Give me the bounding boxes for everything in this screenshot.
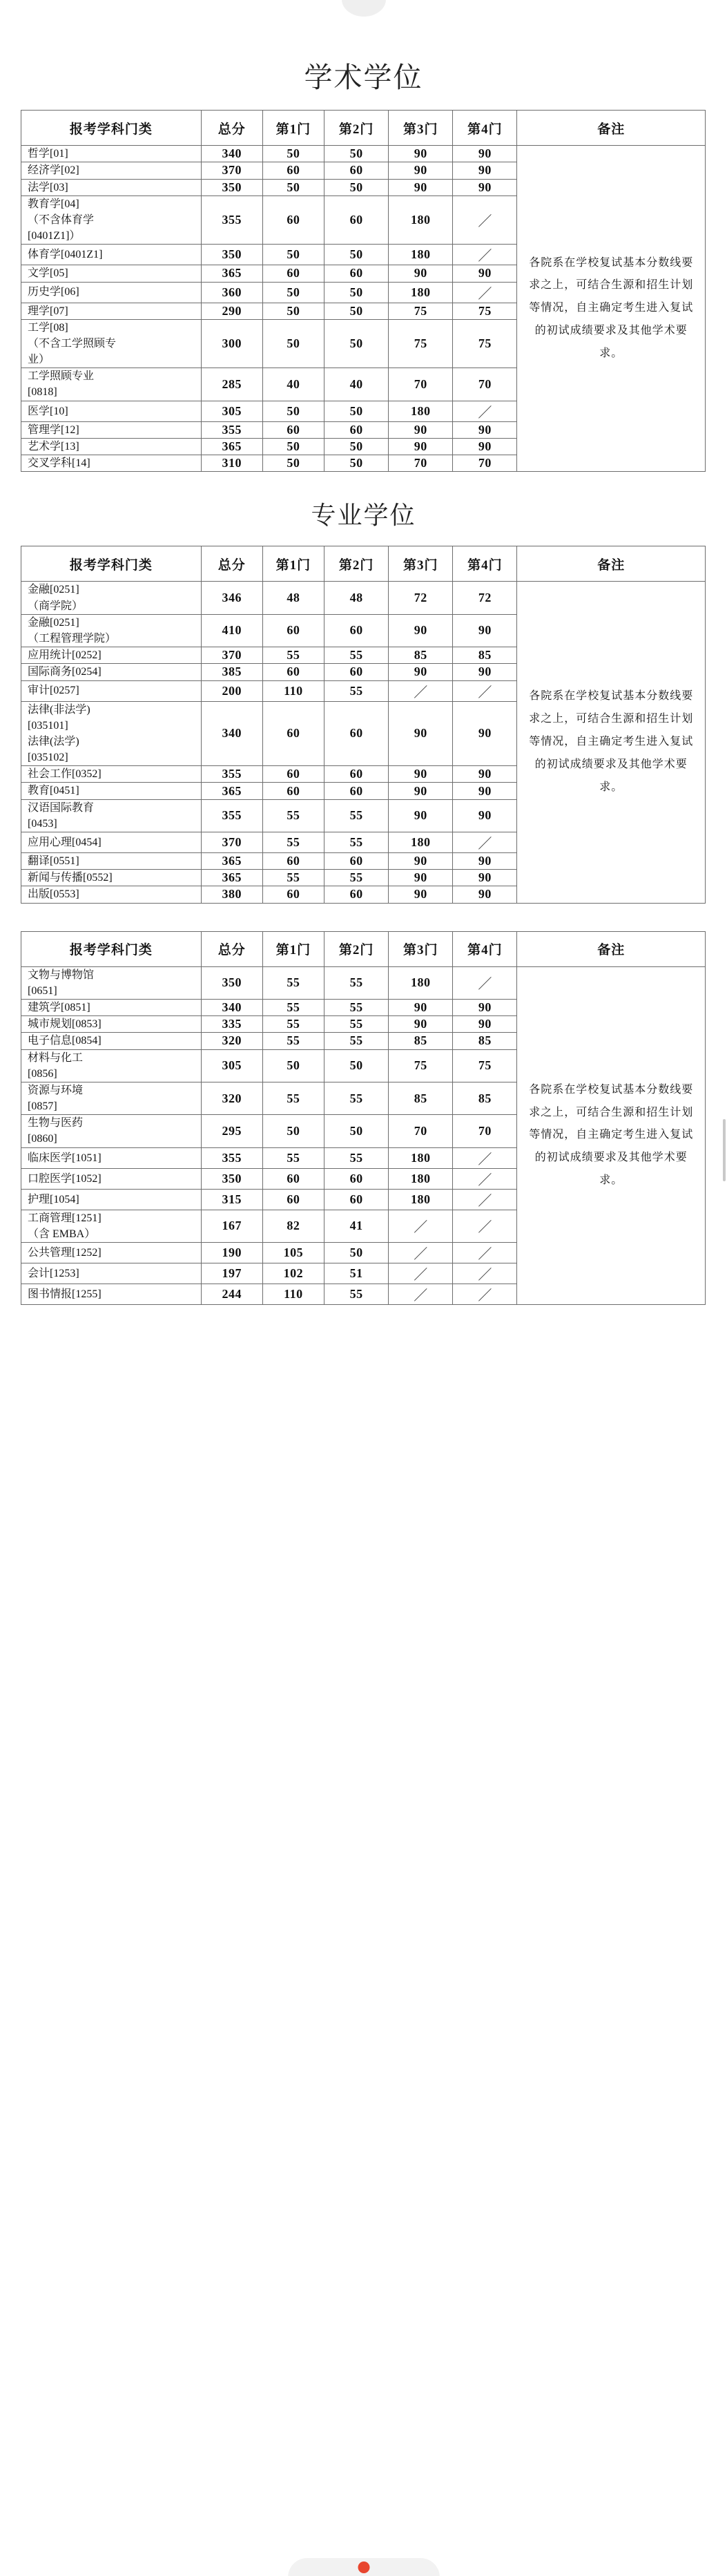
cell-subject3: 180: [389, 832, 453, 853]
cell-subject3: 90: [389, 438, 453, 455]
cell-total: 355: [201, 195, 262, 245]
cell-subject1: 55: [262, 1016, 324, 1033]
cell-subject1: 50: [262, 282, 324, 303]
cell-total: 300: [201, 319, 262, 368]
cell-subject2: 41: [324, 1210, 389, 1242]
cell-subject4: 72: [453, 582, 517, 614]
table-row: [21, 582, 706, 614]
cell-subject2: 55: [324, 870, 389, 886]
cell-subject4: ／: [453, 282, 517, 303]
cell-total: 200: [201, 680, 262, 701]
cell-subject: 交叉学科[14]: [21, 455, 202, 472]
cell-subject1: 105: [262, 1243, 324, 1263]
cell-subject: 生物与医药 [0860]: [21, 1115, 202, 1147]
cell-total: 410: [201, 614, 262, 647]
cell-total: 350: [201, 245, 262, 265]
cell-subject: 管理学[12]: [21, 421, 202, 438]
table-head: [21, 546, 706, 582]
cell-subject: 文学[05]: [21, 265, 202, 282]
cell-subject2: 60: [324, 614, 389, 647]
cell-subject: 社会工作[0352]: [21, 766, 202, 783]
cell-subject4: ／: [453, 832, 517, 853]
cell-subject3: 180: [389, 401, 453, 421]
cell-subject1: 40: [262, 368, 324, 401]
col-header-subject4: 第4门: [453, 931, 517, 966]
cell-subject2: 60: [324, 265, 389, 282]
cell-subject3: 180: [389, 966, 453, 999]
cell-subject: 教育[0451]: [21, 783, 202, 799]
cell-subject1: 50: [262, 303, 324, 319]
cell-subject3: ／: [389, 680, 453, 701]
cell-total: 355: [201, 1147, 262, 1168]
cell-subject1: 55: [262, 1033, 324, 1049]
cell-total: 370: [201, 162, 262, 179]
table-body: [21, 146, 706, 472]
cell-subject3: 180: [389, 282, 453, 303]
cell-subject4: 90: [453, 886, 517, 903]
col-header-subject2: 第2门: [324, 111, 389, 146]
cell-subject2: 55: [324, 680, 389, 701]
cell-subject2: 50: [324, 319, 389, 368]
cell-subject4: 90: [453, 999, 517, 1015]
col-header-remark: 备注: [517, 546, 706, 582]
cell-subject4: 75: [453, 319, 517, 368]
cell-total: 350: [201, 966, 262, 999]
cell-subject2: 55: [324, 1147, 389, 1168]
cell-remark: 各院系在学校复试基本分数线要求之上，可结合生源和招生计划等情况，自主确定考生进入复试的初试成绩要求及其他学术要求。: [517, 966, 706, 1304]
cell-subject: 哲学[01]: [21, 146, 202, 162]
cell-total: 167: [201, 1210, 262, 1242]
cell-subject4: 90: [453, 179, 517, 195]
cell-subject2: 60: [324, 853, 389, 870]
col-header-subject2: 第2门: [324, 546, 389, 582]
cell-subject1: 50: [262, 146, 324, 162]
cell-subject1: 50: [262, 438, 324, 455]
cell-subject3: 90: [389, 870, 453, 886]
cell-total: 370: [201, 647, 262, 664]
col-header-subject4: 第4门: [453, 111, 517, 146]
cell-subject4: 90: [453, 162, 517, 179]
cell-subject2: 51: [324, 1263, 389, 1284]
cell-subject1: 60: [262, 265, 324, 282]
cell-subject1: 60: [262, 766, 324, 783]
cell-subject3: 90: [389, 701, 453, 766]
cell-total: 190: [201, 1243, 262, 1263]
cell-subject2: 55: [324, 799, 389, 832]
cell-subject1: 50: [262, 1049, 324, 1082]
cell-subject1: 60: [262, 162, 324, 179]
cell-subject2: 50: [324, 438, 389, 455]
score-table-academic: [21, 110, 706, 472]
cell-subject1: 48: [262, 582, 324, 614]
cell-subject1: 50: [262, 179, 324, 195]
score-table-professional: [21, 546, 706, 903]
cell-total: 350: [201, 1168, 262, 1189]
table-header-row: [21, 111, 706, 146]
cell-subject: 法律(非法学) [035101] 法律(法学) [035102]: [21, 701, 202, 766]
cell-subject2: 60: [324, 162, 389, 179]
top-chrome-decoration: [342, 0, 386, 17]
cell-subject3: 90: [389, 146, 453, 162]
cell-subject1: 55: [262, 1147, 324, 1168]
col-header-remark: 备注: [517, 111, 706, 146]
cell-subject2: 55: [324, 966, 389, 999]
cell-subject4: ／: [453, 245, 517, 265]
cell-subject: 审计[0257]: [21, 680, 202, 701]
cell-subject2: 55: [324, 1016, 389, 1033]
cell-subject4: 90: [453, 614, 517, 647]
cell-subject: 艺术学[13]: [21, 438, 202, 455]
col-header-subject4: 第4门: [453, 546, 517, 582]
cell-subject4: 90: [453, 766, 517, 783]
spacer: [0, 472, 727, 501]
cell-subject4: ／: [453, 1189, 517, 1210]
cell-total: 290: [201, 303, 262, 319]
cell-total: 365: [201, 438, 262, 455]
cell-subject4: 85: [453, 1082, 517, 1114]
cell-subject3: 90: [389, 886, 453, 903]
table-body: [21, 966, 706, 1304]
cell-subject3: 180: [389, 1147, 453, 1168]
cell-subject4: 75: [453, 303, 517, 319]
cell-subject2: 60: [324, 195, 389, 245]
cell-total: 285: [201, 368, 262, 401]
cell-subject3: 70: [389, 455, 453, 472]
cell-subject2: 60: [324, 421, 389, 438]
cell-remark: 各院系在学校复试基本分数线要求之上，可结合生源和招生计划等情况，自主确定考生进入复试的初试成绩要求及其他学术要求。: [517, 146, 706, 472]
cell-subject3: ／: [389, 1263, 453, 1284]
cell-subject4: ／: [453, 401, 517, 421]
cell-total: 365: [201, 783, 262, 799]
cell-total: 197: [201, 1263, 262, 1284]
table-row: [21, 146, 706, 162]
cell-subject: 工学[08] （不含工学照顾专 业）: [21, 319, 202, 368]
cell-subject1: 55: [262, 999, 324, 1015]
cell-subject4: 70: [453, 368, 517, 401]
cell-subject1: 60: [262, 614, 324, 647]
cell-subject4: 85: [453, 1033, 517, 1049]
cell-total: 320: [201, 1033, 262, 1049]
spacer: [0, 531, 727, 546]
cell-subject4: ／: [453, 1243, 517, 1263]
table-head: [21, 931, 706, 966]
cell-subject2: 55: [324, 832, 389, 853]
cell-subject1: 50: [262, 401, 324, 421]
cell-subject4: ／: [453, 1263, 517, 1284]
cell-subject3: 90: [389, 265, 453, 282]
cell-subject: 金融[0251] （工程管理学院）: [21, 614, 202, 647]
cell-total: 340: [201, 701, 262, 766]
cell-subject3: 72: [389, 582, 453, 614]
section-title-professional-degree: 专业学位: [311, 502, 416, 530]
cell-total: 355: [201, 799, 262, 832]
col-header-subject3: 第3门: [389, 111, 453, 146]
cell-subject: 文物与博物馆 [0651]: [21, 966, 202, 999]
cell-subject1: 60: [262, 1168, 324, 1189]
cell-subject4: 70: [453, 1115, 517, 1147]
cell-subject: 城市规划[0853]: [21, 1016, 202, 1033]
cell-subject1: 55: [262, 832, 324, 853]
col-header-subject3: 第3门: [389, 931, 453, 966]
cell-subject4: 90: [453, 870, 517, 886]
cell-subject4: ／: [453, 195, 517, 245]
cell-total: 346: [201, 582, 262, 614]
col-header-subject1: 第1门: [262, 546, 324, 582]
spacer: [0, 904, 727, 931]
cell-subject4: 90: [453, 1016, 517, 1033]
score-table-professional-continued: [21, 931, 706, 1305]
cell-subject2: 60: [324, 1189, 389, 1210]
cell-total: 305: [201, 401, 262, 421]
cell-subject3: 75: [389, 1049, 453, 1082]
cell-subject: 汉语国际教育 [0453]: [21, 799, 202, 832]
cell-subject: 教育学[04] （不含体育学 [0401Z1]）: [21, 195, 202, 245]
col-header-subject: 报考学科门类: [21, 931, 202, 966]
record-indicator-icon: [358, 2561, 369, 2573]
cell-subject4: 85: [453, 647, 517, 664]
cell-subject3: 90: [389, 799, 453, 832]
cell-subject1: 55: [262, 1082, 324, 1114]
col-header-total: 总分: [201, 111, 262, 146]
cell-subject2: 50: [324, 146, 389, 162]
cell-subject1: 55: [262, 870, 324, 886]
cell-subject1: 110: [262, 680, 324, 701]
cell-subject: 工学照顾专业 [0818]: [21, 368, 202, 401]
cell-subject4: 75: [453, 1049, 517, 1082]
cell-subject3: 90: [389, 162, 453, 179]
cell-subject: 理学[07]: [21, 303, 202, 319]
cell-subject: 口腔医学[1052]: [21, 1168, 202, 1189]
cell-total: 315: [201, 1189, 262, 1210]
cell-subject2: 50: [324, 1243, 389, 1263]
cell-subject4: 90: [453, 438, 517, 455]
col-header-subject1: 第1门: [262, 111, 324, 146]
col-header-total: 总分: [201, 931, 262, 966]
col-header-subject1: 第1门: [262, 931, 324, 966]
col-header-subject3: 第3门: [389, 546, 453, 582]
cell-subject2: 55: [324, 647, 389, 664]
cell-total: 385: [201, 664, 262, 680]
cell-subject: 应用心理[0454]: [21, 832, 202, 853]
cell-subject3: 180: [389, 1189, 453, 1210]
cell-subject1: 50: [262, 245, 324, 265]
cell-subject4: ／: [453, 1168, 517, 1189]
cell-subject3: 180: [389, 1168, 453, 1189]
cell-subject3: 70: [389, 368, 453, 401]
cell-subject4: 90: [453, 421, 517, 438]
cell-subject4: 90: [453, 799, 517, 832]
table-wrapper-professional-cont: [0, 931, 727, 1305]
cell-subject2: 60: [324, 701, 389, 766]
cell-subject2: 48: [324, 582, 389, 614]
cell-subject: 医学[10]: [21, 401, 202, 421]
cell-subject3: 85: [389, 1033, 453, 1049]
cell-total: 310: [201, 455, 262, 472]
cell-subject3: ／: [389, 1243, 453, 1263]
cell-subject: 资源与环境 [0857]: [21, 1082, 202, 1114]
cell-subject: 法学[03]: [21, 179, 202, 195]
cell-subject2: 50: [324, 1115, 389, 1147]
col-header-subject: 报考学科门类: [21, 546, 202, 582]
cell-subject1: 55: [262, 966, 324, 999]
spacer: [0, 95, 727, 110]
cell-subject: 电子信息[0854]: [21, 1033, 202, 1049]
cell-subject1: 110: [262, 1284, 324, 1305]
cell-subject3: 90: [389, 664, 453, 680]
cell-subject1: 50: [262, 1115, 324, 1147]
cell-subject: 会计[1253]: [21, 1263, 202, 1284]
cell-subject1: 60: [262, 195, 324, 245]
cell-total: 365: [201, 853, 262, 870]
cell-total: 340: [201, 999, 262, 1015]
cell-subject4: 70: [453, 455, 517, 472]
cell-subject: 工商管理[1251] （含 EMBA）: [21, 1210, 202, 1242]
cell-subject1: 55: [262, 647, 324, 664]
col-header-remark: 备注: [517, 931, 706, 966]
cell-subject3: 70: [389, 1115, 453, 1147]
cell-subject3: 180: [389, 245, 453, 265]
cell-subject3: 85: [389, 1082, 453, 1114]
cell-total: 350: [201, 179, 262, 195]
cell-subject: 翻译[0551]: [21, 853, 202, 870]
cell-subject2: 40: [324, 368, 389, 401]
table-wrapper-academic: [0, 110, 727, 472]
cell-subject2: 55: [324, 999, 389, 1015]
table-head: [21, 111, 706, 146]
cell-total: 365: [201, 265, 262, 282]
table-header-row: [21, 546, 706, 582]
cell-subject3: 85: [389, 647, 453, 664]
cell-subject2: 50: [324, 401, 389, 421]
cell-subject4: 90: [453, 146, 517, 162]
col-header-subject: 报考学科门类: [21, 111, 202, 146]
cell-subject4: ／: [453, 1210, 517, 1242]
cell-subject4: ／: [453, 1284, 517, 1305]
cell-subject3: 90: [389, 614, 453, 647]
cell-subject2: 60: [324, 886, 389, 903]
cell-subject2: 60: [324, 664, 389, 680]
cell-subject3: ／: [389, 1210, 453, 1242]
cell-subject1: 60: [262, 664, 324, 680]
cell-total: 365: [201, 870, 262, 886]
cell-subject4: 90: [453, 853, 517, 870]
cell-subject4: 90: [453, 783, 517, 799]
cell-subject: 国际商务[0254]: [21, 664, 202, 680]
cell-subject2: 55: [324, 1033, 389, 1049]
cell-total: 335: [201, 1016, 262, 1033]
cell-subject1: 102: [262, 1263, 324, 1284]
cell-subject2: 50: [324, 455, 389, 472]
cell-remark: 各院系在学校复试基本分数线要求之上，可结合生源和招生计划等情况，自主确定考生进入复试的初试成绩要求及其他学术要求。: [517, 582, 706, 903]
cell-total: 360: [201, 282, 262, 303]
cell-subject3: 180: [389, 195, 453, 245]
cell-subject1: 55: [262, 799, 324, 832]
cell-subject3: 90: [389, 179, 453, 195]
cell-subject4: 90: [453, 701, 517, 766]
cell-subject2: 55: [324, 1082, 389, 1114]
cell-total: 295: [201, 1115, 262, 1147]
cell-total: 355: [201, 766, 262, 783]
col-header-subject2: 第2门: [324, 931, 389, 966]
table-header-row: [21, 931, 706, 966]
cell-subject3: 75: [389, 303, 453, 319]
cell-subject: 出版[0553]: [21, 886, 202, 903]
cell-subject3: 90: [389, 853, 453, 870]
cell-subject1: 50: [262, 319, 324, 368]
cell-subject4: ／: [453, 966, 517, 999]
cell-subject1: 60: [262, 853, 324, 870]
cell-total: 380: [201, 886, 262, 903]
cell-subject: 历史学[06]: [21, 282, 202, 303]
cell-total: 355: [201, 421, 262, 438]
cell-total: 305: [201, 1049, 262, 1082]
cell-subject: 应用统计[0252]: [21, 647, 202, 664]
cell-subject2: 60: [324, 1168, 389, 1189]
cell-subject: 金融[0251] （商学院）: [21, 582, 202, 614]
cell-total: 370: [201, 832, 262, 853]
cell-subject2: 60: [324, 766, 389, 783]
cell-subject2: 50: [324, 179, 389, 195]
cell-total: 320: [201, 1082, 262, 1114]
table-wrapper-professional: [0, 546, 727, 903]
table-body: [21, 582, 706, 903]
cell-subject: 新闻与传播[0552]: [21, 870, 202, 886]
section-title-academic-degree: 学术学位: [304, 61, 423, 93]
cell-subject4: 90: [453, 265, 517, 282]
cell-subject: 临床医学[1051]: [21, 1147, 202, 1168]
col-header-total: 总分: [201, 546, 262, 582]
cell-subject4: ／: [453, 1147, 517, 1168]
cell-subject1: 60: [262, 421, 324, 438]
cell-subject: 经济学[02]: [21, 162, 202, 179]
cell-subject: 材料与化工 [0856]: [21, 1049, 202, 1082]
cell-subject3: 75: [389, 319, 453, 368]
cell-subject3: 90: [389, 999, 453, 1015]
cell-subject1: 50: [262, 455, 324, 472]
table-row: [21, 966, 706, 999]
cell-subject2: 50: [324, 1049, 389, 1082]
cell-subject1: 82: [262, 1210, 324, 1242]
cell-subject2: 60: [324, 783, 389, 799]
cell-subject4: ／: [453, 680, 517, 701]
cell-subject: 公共管理[1252]: [21, 1243, 202, 1263]
cell-subject3: ／: [389, 1284, 453, 1305]
cell-subject2: 50: [324, 303, 389, 319]
cell-subject1: 60: [262, 701, 324, 766]
cell-subject: 护理[1054]: [21, 1189, 202, 1210]
cell-subject: 图书情报[1255]: [21, 1284, 202, 1305]
cell-total: 340: [201, 146, 262, 162]
cell-subject: 建筑学[0851]: [21, 999, 202, 1015]
cell-subject2: 55: [324, 1284, 389, 1305]
cell-subject3: 90: [389, 421, 453, 438]
cell-subject4: 90: [453, 664, 517, 680]
cell-subject3: 90: [389, 766, 453, 783]
cell-total: 244: [201, 1284, 262, 1305]
cell-subject2: 50: [324, 282, 389, 303]
cell-subject1: 60: [262, 886, 324, 903]
cell-subject3: 90: [389, 1016, 453, 1033]
cell-subject1: 60: [262, 783, 324, 799]
cell-subject2: 50: [324, 245, 389, 265]
cell-subject3: 90: [389, 783, 453, 799]
cell-subject1: 60: [262, 1189, 324, 1210]
scrollbar-thumb[interactable]: [723, 1119, 726, 1181]
cell-subject: 体育学[0401Z1]: [21, 245, 202, 265]
